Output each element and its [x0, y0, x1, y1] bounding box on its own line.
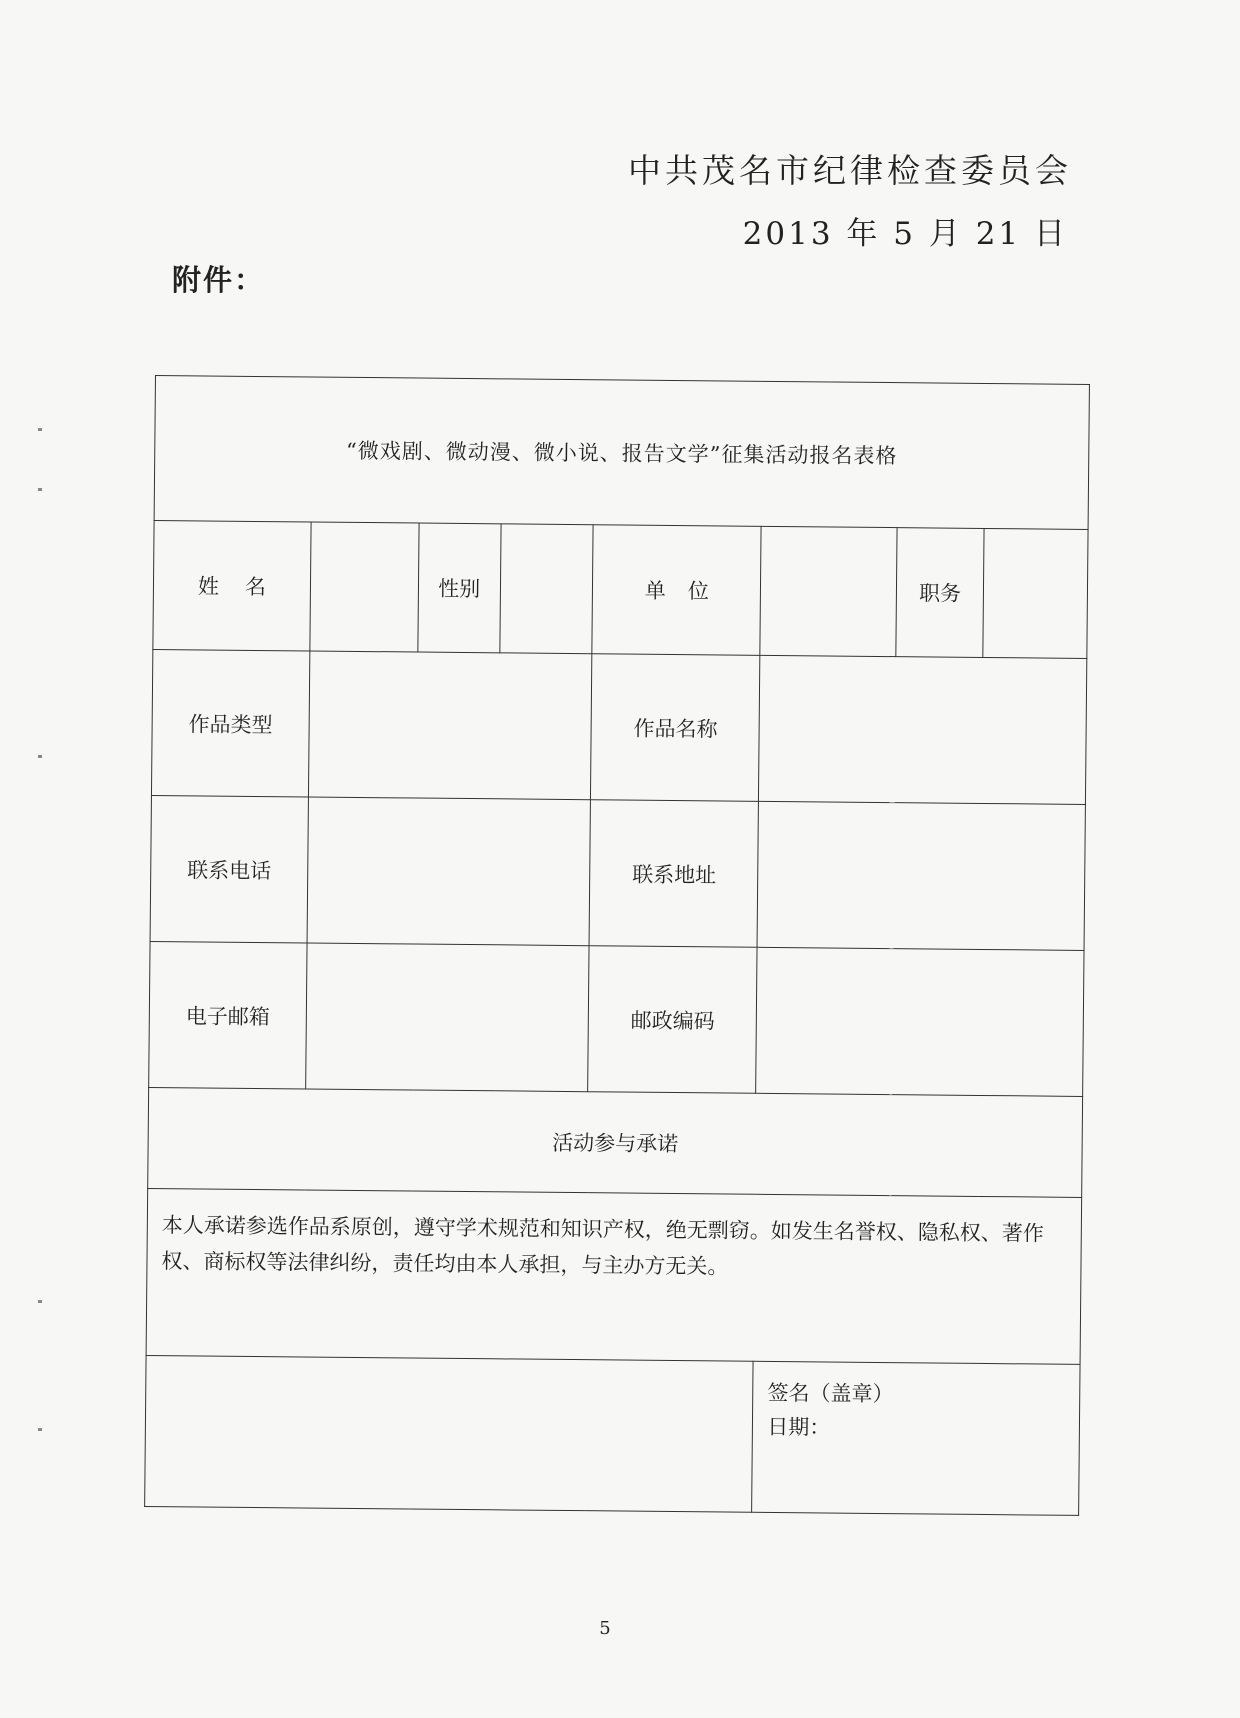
attachment-label: 附件： [172, 263, 266, 297]
postcode-label: 邮政编码 [588, 946, 757, 1094]
unit-field[interactable] [760, 526, 897, 656]
postcode-field[interactable] [756, 947, 1084, 1096]
unit-label: 单位 [592, 525, 761, 656]
page-number: 5 [599, 1618, 611, 1639]
issuer-name: 中共茂名市纪律检查委员会 [628, 151, 1072, 190]
commitment-text: 本人承诺参选作品系原创，遵守学术规范和知识产权，绝无剽窃。如发生名誉权、隐私权、著作权、商标权等法律纠纷，责任均由本人承担，与主办方无关。 [146, 1188, 1082, 1364]
signature-blank-area[interactable] [145, 1355, 754, 1512]
address-field[interactable] [757, 801, 1085, 950]
scan-mark [38, 488, 42, 491]
commitment-heading: 活动参与承诺 [148, 1087, 1083, 1197]
form-title: “微戏剧、微动漫、微小说、报告文学”征集活动报名表格 [154, 376, 1089, 530]
gender-field[interactable] [499, 524, 593, 654]
phone-field[interactable] [307, 797, 591, 946]
gender-label: 性别 [418, 523, 501, 653]
position-field[interactable] [983, 528, 1088, 658]
signature-cell[interactable] [752, 1361, 1080, 1515]
position-label: 职务 [896, 528, 984, 658]
scan-mark [38, 1300, 42, 1303]
scan-mark [38, 428, 42, 431]
email-field[interactable] [306, 943, 590, 1092]
name-label: 姓名 [153, 520, 311, 650]
work-type-field[interactable] [308, 651, 592, 800]
registration-form [144, 375, 1090, 1516]
scan-mark [38, 755, 42, 758]
issue-date: 2013 年 5 月 21 日 [742, 216, 1068, 252]
name-field[interactable] [310, 522, 419, 652]
address-label: 联系地址 [590, 800, 759, 948]
signature-label: 签名（盖章） [767, 1380, 894, 1407]
phone-label: 联系电话 [150, 795, 308, 942]
work-title-field[interactable] [759, 655, 1087, 804]
email-label: 电子邮箱 [149, 941, 307, 1088]
signature-date-label: 日期： [767, 1414, 831, 1440]
work-type-label: 作品类型 [151, 649, 309, 796]
work-title-label: 作品名称 [591, 654, 760, 802]
scan-mark [38, 1428, 42, 1431]
